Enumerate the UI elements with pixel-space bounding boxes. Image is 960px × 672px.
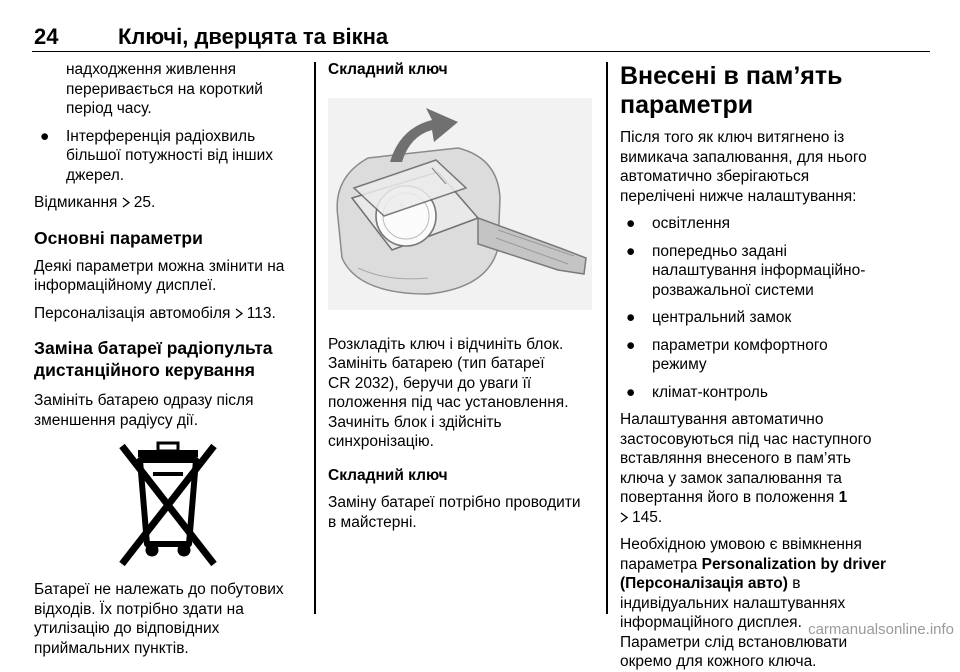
prerequisite-text: Необхідною умовою є ввімкнення параметра Personalization by driver (Персоналізація авто) в індивідуальних налаштуваннях інформаційного дисплея. Параметри слід встановлювати окремо для кожного ключа. xyxy=(620,536,887,670)
heading-fold-key: Складний ключ xyxy=(328,61,448,78)
watermark: carmanualsonline.info xyxy=(808,621,954,638)
bullet-interference: ● Інтерференція радіохвиль більшої потужності від інших джерел. xyxy=(40,127,274,184)
battery-replacement-instructions: Розкладіть ключ і відчиніть блок. Замініть батарею (тип батареї CR 2032), беручи до уваги її положення під час установлення. Зачиніть блок і здійсніть синхронізацію. xyxy=(328,335,569,450)
personalization-reference[interactable]: Персоналізація автомобіля 113. xyxy=(34,304,276,322)
page-reference-icon xyxy=(122,197,130,208)
bullet-infotainment-presets: ● попередньо задані налаштування інформаційно- розважальної системи xyxy=(626,242,866,299)
page-number: 24 xyxy=(34,24,59,49)
workshop-text: Заміну батареї потрібно проводити в майстерні. xyxy=(328,494,581,531)
heading-battery-replacement: Заміна батареї радіопульта дистанційного керування xyxy=(34,338,273,380)
unlock-reference[interactable]: Відмикання 25. xyxy=(34,194,156,211)
heading-basic-settings: Основні параметри xyxy=(34,227,203,248)
page-reference-icon xyxy=(235,308,243,319)
page-reference-icon xyxy=(620,512,628,523)
bullet-climate-control: ● клімат-контроль xyxy=(626,383,768,401)
crossed-bin-symbol xyxy=(34,440,302,570)
bullet-comfort-settings: ● параметри комфортного режиму xyxy=(626,336,828,373)
column-1 xyxy=(34,60,302,658)
running-title: Ключі, дверцята та вікна xyxy=(118,24,389,49)
page-header xyxy=(32,18,930,52)
crossed-out-wheelie-bin-icon xyxy=(116,440,220,568)
folding-key-illustration xyxy=(328,98,592,310)
ignition-page-reference[interactable]: 145. xyxy=(620,508,892,528)
battery-text: Замініть батарею одразу після зменшення радіусу дії. xyxy=(34,392,254,429)
continued-bullet-text: надходження живлення переривається на короткий період часу. xyxy=(66,61,263,117)
bullet-lighting: ● освітлення xyxy=(626,215,730,232)
column-divider xyxy=(606,62,608,614)
heading-fold-key-2: Складний ключ xyxy=(328,466,448,484)
stored-settings-intro: Після того як ключ витягнено із вимикача запалювання, для нього автоматично зберігаються перелічені нижче налаштування: xyxy=(620,129,867,205)
bullet-central-lock: ● центральний замок xyxy=(626,309,792,326)
disposal-text: Батареї не належать до побутових відходів. Їх потрібно здати на утилізацію до відповідних приймальних пунктів. xyxy=(34,581,284,657)
column-divider xyxy=(314,62,316,614)
basic-settings-text: Деякі параметри можна змінити на інформаційному дисплеї. xyxy=(34,257,285,294)
column-3 xyxy=(620,62,892,672)
heading-stored-settings: Внесені в пам’ять параметри xyxy=(620,62,843,119)
auto-apply-text: Налаштування автоматично застосовуються під час наступного вставляння внесеного в пам’ять ключа у замок запалювання та повертання його в положення 1 145. xyxy=(620,410,892,527)
column-2 xyxy=(328,60,596,532)
